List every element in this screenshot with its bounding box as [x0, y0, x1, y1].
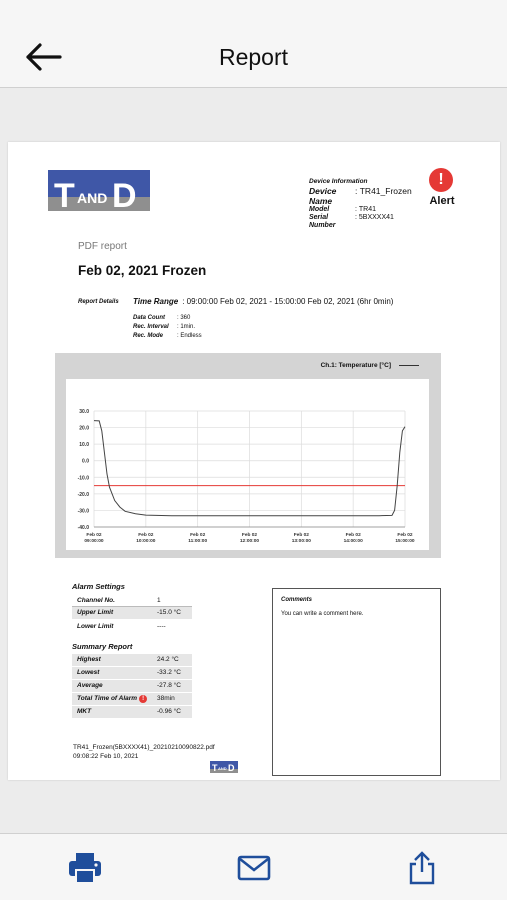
y-tick-label: 0.0: [82, 458, 89, 465]
x-tick-label: 14:00:00: [343, 539, 363, 544]
svg-text:AND: AND: [77, 190, 108, 206]
table-row: Lower Limit ----: [72, 620, 192, 633]
tandd-small-logo: [210, 760, 238, 772]
y-tick-label: -10.0: [77, 475, 89, 482]
x-tick-label: 15:00:00: [395, 539, 415, 544]
table-row: Upper Limit -15.0 °C: [72, 607, 192, 620]
comments-box[interactable]: Comments You can write a comment here.: [272, 588, 441, 776]
table-row: Total Time of Alarm ! 38min: [72, 693, 192, 706]
warning-icon: !: [139, 695, 147, 703]
device-information: Device Information Device Name : TR41_Frozen Model : TR41 Serial Number : 5BXXXX41: [309, 178, 412, 229]
report-filename: TR41_Frozen(5BXXXX41)_20210210090822.pdf 09:08:22 Feb 10, 2021: [73, 744, 215, 760]
svg-text:D: D: [112, 177, 137, 211]
table-row: Lowest -33.2 °C: [72, 667, 192, 680]
y-tick-label: -30.0: [77, 508, 89, 515]
svg-text:T: T: [54, 177, 74, 211]
svg-text:AND: AND: [218, 766, 227, 771]
app-header: [0, 0, 507, 88]
x-tick-label: 12:00:00: [239, 539, 260, 544]
mail-icon[interactable]: [236, 850, 272, 886]
svg-text:D: D: [228, 763, 235, 773]
printer-icon[interactable]: [67, 850, 103, 886]
pdf-report-label: PDF report: [78, 241, 127, 252]
chart-legend: Ch.1: Temperature [°C]: [321, 362, 419, 369]
x-tick-label: 11:00:00: [188, 539, 208, 544]
table-row: Average -27.8 °C: [72, 680, 192, 693]
y-tick-label: 20.0: [79, 425, 89, 432]
x-tick-label: Feb 02: [241, 533, 258, 538]
table-row: Channel No. 1: [72, 594, 192, 607]
summary-report: Summary Report Highest 24.2 °C Lowest -33.2 °C Average -27.8 °C Total Time of Alarm ! 38min MKT -0.96 °C: [72, 642, 192, 719]
svg-text:T: T: [212, 763, 218, 773]
x-tick-label: Feb 02: [190, 533, 206, 538]
tandd-logo: [48, 170, 150, 211]
x-tick-label: 10:00:00: [136, 539, 156, 544]
x-tick-label: Feb 02: [86, 533, 102, 538]
alert-label: Alert: [429, 195, 455, 207]
alert-icon: !: [429, 168, 453, 192]
report-title: Feb 02, 2021 Frozen: [78, 263, 207, 278]
x-tick-label: Feb 02: [345, 533, 361, 538]
y-tick-label: 30.0: [79, 409, 89, 415]
x-tick-label: 13:00:00: [291, 539, 311, 544]
y-tick-label: 10.0: [79, 442, 89, 449]
x-tick-label: Feb 02: [397, 533, 413, 538]
temperature-chart: [55, 353, 441, 558]
x-tick-label: 09:00:00: [84, 539, 104, 544]
report-document[interactable]: T AND D Device Information Device Name : TR41_Frozen Model : TR41 Serial Number : 5BXXXX41 ! Alert PDF report Feb 02, 2021 Frozen Report Details Time Range : 09:00:00 Feb 02, 2021 - 15:00:00 Feb 02, 2021 (6hr 0min) Data Count : 360 Rec. Interval : 1min. Rec. Mode : Endless Ch.1: Temperature [°C] 30.0 20.0 10.0 0.0 -10.0 -20.0 -30.0 -40.0 Feb 02 09:00:00 Feb 02 10:00:00 Feb 02 11:00:00 Feb 02 12:00:00 Feb 02 13:00:00 Feb 02 14:00:00 Feb 02 15:00:00 Alarm Settings Channel No. 1 Upper Limit -15.0 °C Lower Limit ---- Summary Report Highest 24.2 °C Lowest -33.2 °C Average -27.8 °C Total Time of Alarm ! 38min MKT -0.96 °C Comments You can write a comment here. TR41_Frozen(5BXXXX41)_20210210090822.pdf 09:08:22 Feb 10, 2021 T AND D: [8, 142, 500, 780]
chart-plot: [66, 379, 429, 550]
alert-indicator: [428, 168, 454, 207]
bottom-toolbar: [0, 833, 507, 900]
y-tick-label: -20.0: [77, 491, 89, 498]
x-tick-label: Feb 02: [138, 533, 154, 538]
alarm-settings: Alarm Settings Channel No. 1 Upper Limit -15.0 °C Lower Limit ----: [72, 582, 192, 633]
page-title: Report: [218, 44, 289, 70]
share-icon[interactable]: [404, 850, 440, 886]
x-tick-label: Feb 02: [293, 533, 309, 538]
table-row: Highest 24.2 °C: [72, 654, 192, 667]
table-row: MKT -0.96 °C: [72, 706, 192, 719]
y-tick-label: -40.0: [77, 525, 89, 531]
